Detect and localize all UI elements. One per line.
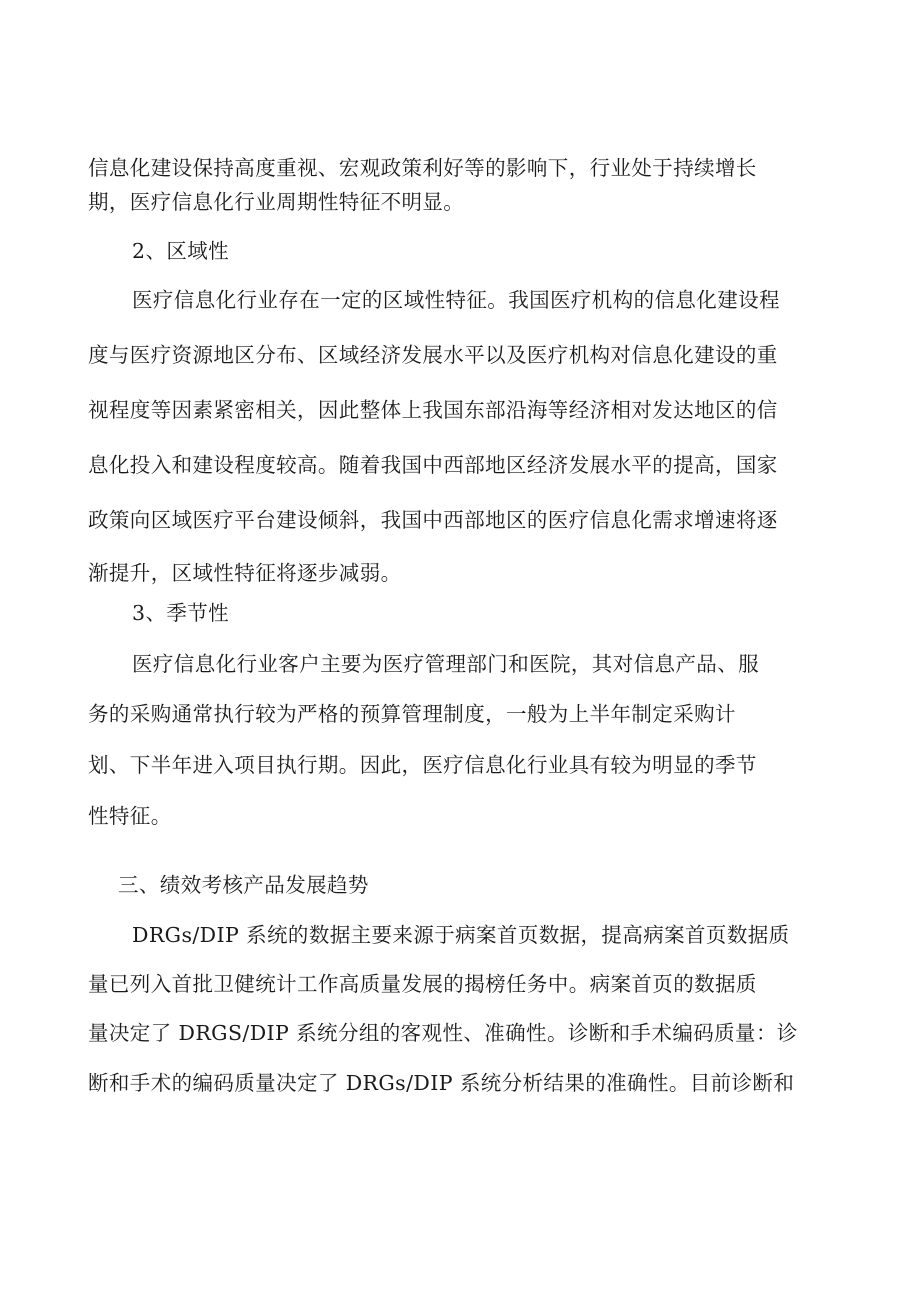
text-line: 渐提升，区域性特征将逐步减弱。 — [88, 561, 402, 585]
text-line: 视程度等因素紧密相关，因此整体上我国东部沿海等经济相对发达地区的信 — [88, 398, 778, 422]
subheading-text: 2、区域性 — [132, 239, 230, 263]
text-line: 期，医疗信息化行业周期性特征不明显。 — [88, 190, 465, 214]
text-line: 性特征。 — [88, 804, 172, 828]
text-line: 度与医疗资源地区分布、区域经济发展水平以及医疗机构对信息化建设的重 — [88, 343, 778, 367]
text-line: 务的采购通常执行较为严格的预算管理制度，一般为上半年制定采购计 — [88, 702, 736, 726]
subheading-text: 3、季节性 — [132, 601, 230, 625]
text-line: DRGs/DIP 系统的数据主要来源于病案首页数据，提高病案首页数据质 — [132, 923, 790, 947]
section-heading-text: 三、绩效考核产品发展趋势 — [118, 873, 369, 897]
text-line: 医疗信息化行业存在一定的区域性特征。我国医疗机构的信息化建设程 — [132, 288, 780, 312]
text-line: 量决定了 DRGS/DIP 系统分组的客观性、准确性。诊断和手术编码质量：诊 — [88, 1021, 798, 1045]
text-line: 信息化建设保持高度重视、宏观政策利好等的影响下，行业处于持续增长 — [88, 156, 757, 180]
text-line: 息化投入和建设程度较高。随着我国中西部地区经济发展水平的提高，国家 — [88, 453, 778, 477]
text-line: 断和手术的编码质量决定了 DRGs/DIP 系统分析结果的准确性。目前诊断和 — [88, 1071, 795, 1095]
text-line: 医疗信息化行业客户主要为医疗管理部门和医院，其对信息产品、服 — [132, 652, 759, 676]
text-line: 政策向区域医疗平台建设倾斜，我国中西部地区的医疗信息化需求增速将逐 — [88, 508, 778, 532]
text-line: 划、下半年进入项目执行期。因此，医疗信息化行业具有较为明显的季节 — [88, 753, 757, 777]
text-line: 量已列入首批卫健统计工作高质量发展的揭榜任务中。病案首页的数据质 — [88, 972, 757, 996]
